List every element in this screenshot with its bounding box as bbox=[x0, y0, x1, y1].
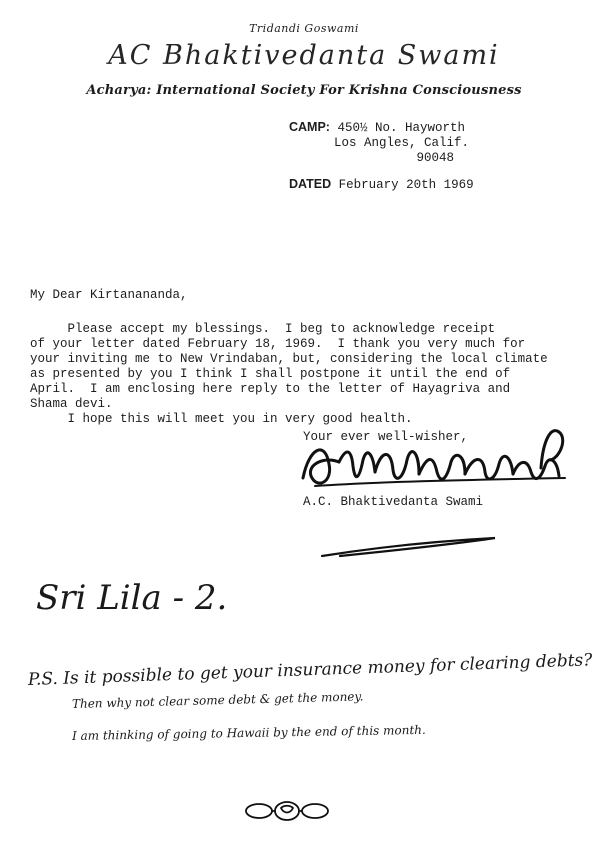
camp-address-line2: Los Angles, Calif. bbox=[334, 136, 470, 150]
pen-stroke-icon bbox=[0, 520, 608, 580]
typed-name: A.C. Bhaktivedanta Swami bbox=[303, 495, 484, 509]
signature-icon bbox=[295, 420, 585, 505]
body-line: I hope this will meet you in very good health. bbox=[30, 412, 413, 426]
closing: Your ever well-wisher, bbox=[303, 430, 469, 444]
handwritten-code: Sri Lila - 2. bbox=[36, 578, 228, 618]
date-line bbox=[289, 177, 474, 192]
body-line: Please accept my blessings. I beg to acknowledge receipt bbox=[30, 322, 496, 336]
dated-value: February 20th 1969 bbox=[338, 178, 474, 192]
dated-label: DATED bbox=[289, 177, 332, 191]
emblem-icon bbox=[242, 794, 332, 828]
body-line: your inviting me to New Vrindaban, but, considering the local climate bbox=[30, 352, 548, 366]
handwritten-ps-line1: P.S. Is it possible to get your insurance money for clearing debts? bbox=[27, 650, 593, 690]
body-line: of your letter dated February 18, 1969. I thank you very much for bbox=[30, 337, 526, 351]
letterhead-subtitle: Acharya: International Society For Krishna Consciousness bbox=[86, 83, 522, 98]
body-line: April. I am enclosing here reply to the letter of Hayagriva and bbox=[30, 382, 511, 396]
salutation: My Dear Kirtanananda, bbox=[30, 288, 188, 302]
body-line: as presented by you I think I shall postpone it until the end of bbox=[30, 367, 511, 381]
body-line: Shama devi. bbox=[30, 397, 113, 411]
handwritten-ps-line3: I am thinking of going to Hawaii by the end of this month. bbox=[71, 722, 426, 743]
camp-address-line3: 90048 bbox=[416, 151, 455, 165]
handwritten-ps-line2: Then why not clear some debt & get the money. bbox=[71, 689, 364, 711]
letterhead-title-small: Tridandi Goswami bbox=[249, 22, 359, 35]
camp-address-line1: 450½ No. Hayworth bbox=[337, 121, 466, 135]
letterhead-name: AC Bhaktivedanta Swami bbox=[108, 40, 500, 71]
letter-body bbox=[30, 322, 590, 427]
camp-label: CAMP: bbox=[289, 120, 330, 134]
camp-address-block bbox=[289, 120, 469, 166]
